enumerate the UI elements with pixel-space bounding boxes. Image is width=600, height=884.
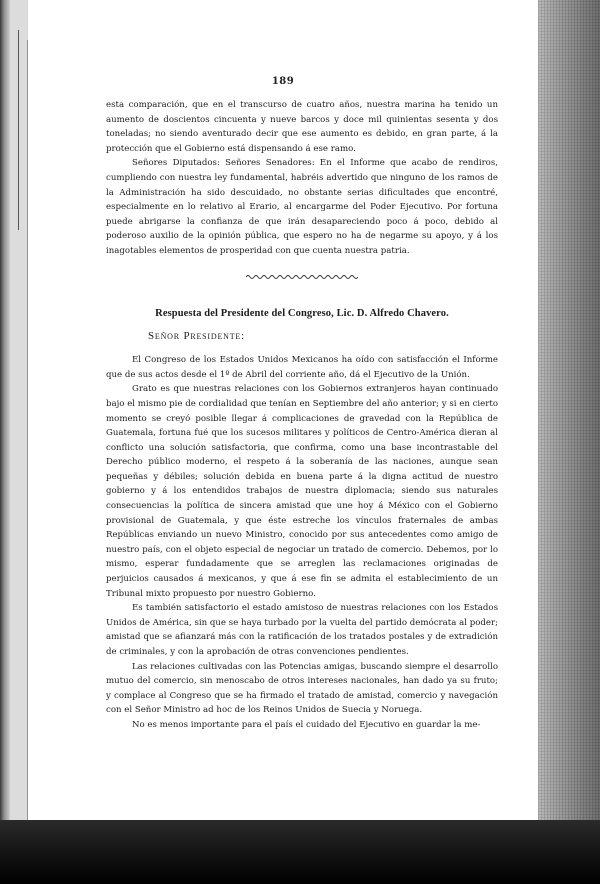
paragraph: Es también satisfactorio el estado amistoso de nuestras relaciones con los Estados Unidos de América, sin que se haya turbado por la vuelta del partido demócrata al poder; amistad que se afianzará más con la ratificación de los tratados postales y de extradición de criminales, y con la aprobación de otras convenciones pendientes.	[106, 603, 498, 657]
paragraph: Las relaciones cultivadas con las Potencias amigas, buscando siempre el desarrollo mutuo del comercio, sin menoscabo de otros intereses nacionales, han dado ya su fruto; y complace al Congreso que se ha firmado el tratado de amistad, comercio y navegación con el Señor Ministro ad hoc de los Reinos Unidos de Suecia y Noruega.	[106, 661, 498, 716]
scan-gutter	[538, 0, 600, 884]
decorative-divider	[246, 273, 358, 281]
scan-margin-line	[18, 30, 19, 230]
paragraph: El Congreso de los Estados Unidos Mexicanos ha oído con satisfacción el Informe que de sus actos desde el 1º de Abril del corriente año, dá el Ejecutivo de la Unión.	[106, 355, 498, 380]
scan-bottom-border	[0, 820, 600, 884]
paragraph: Grato es que nuestras relaciones con los Gobiernos extranjeros hayan continuado bajo el mismo pie de cordialidad que tenían en Septiembre del año anterior; y si en cierto momento se creyó posible llegar á complicaciones de gravedad con la República de Guatemala, fortuna fué que los sucesos militares y políticos de Centro-América dieran al conflicto una solución satisfactoria, que confirma, como una base incontrastable del Derecho público moderno, el respeto á la soberanía de las naciones, aunque sean pequeñas y débiles; solución debida en buena parte á la digna actitud de nuestro gobierno y á los entendidos trabajos de nuestra diplomacia; siendo sus naturales consecuencias la política de sincera amistad que une hoy á México con el Gobierno provisional de Guatemala, y que éste estreche los vínculos fraternales de ambas Repúblicas enviando un nuevo Ministro, conocido por sus antecedentes como amigo de nuestro país, con el objeto especial de negociar un tratado de comercio. Debemos, por lo mismo, esperar fundadamente que se arreglen las reclamaciones originadas de perjuicios causados á mexicanos, y que á ese fin se admita el establecimiento de un Tribunal mixto propuesto por nuestro Gobierno.	[106, 384, 498, 599]
section-heading: Respuesta del Presidente del Congreso, Lic. D. Alfredo Chavero.	[155, 307, 449, 319]
page-number: 189	[271, 76, 295, 87]
paragraph: esta comparación, que en el transcurso de cuatro años, nuestra marina ha tenido un aumento de doscientos cincuenta y nueve barcos y doce mil quinientas sesenta y dos toneladas; no siendo aventurado decir que ese aumento es debido, en gran parte, á la protección que el Gobierno está dispensando á ese ramo.	[106, 100, 498, 154]
document-page	[28, 0, 538, 820]
binding-edge	[0, 0, 10, 884]
page-content	[106, 98, 498, 733]
salutation: Señor Presidente:	[148, 329, 245, 342]
paragraph: Señores Diputados: Señores Senadores: En el Informe que acabo de rendiros, cumpliendo con nuestra ley fundamental, habréis advertido que ninguno de los ramos de la Administración ha sido descuidado, no obstante serias dificultades que encontré, especialmente en lo relativo al Erario, al encargarme del Poder Ejecutivo. Por fortuna puede abrigarse la confianza de que irán desapareciendo poco á poco, debido al poderoso auxilio de la opinión pública, que espero no ha de negarme su apoyo, y á los inagotables elementos de prosperidad con que cuenta nuestra patria.	[106, 158, 498, 256]
paragraph: No es menos importante para el país el cuidado del Ejecutivo en guardar la me-	[132, 719, 481, 730]
